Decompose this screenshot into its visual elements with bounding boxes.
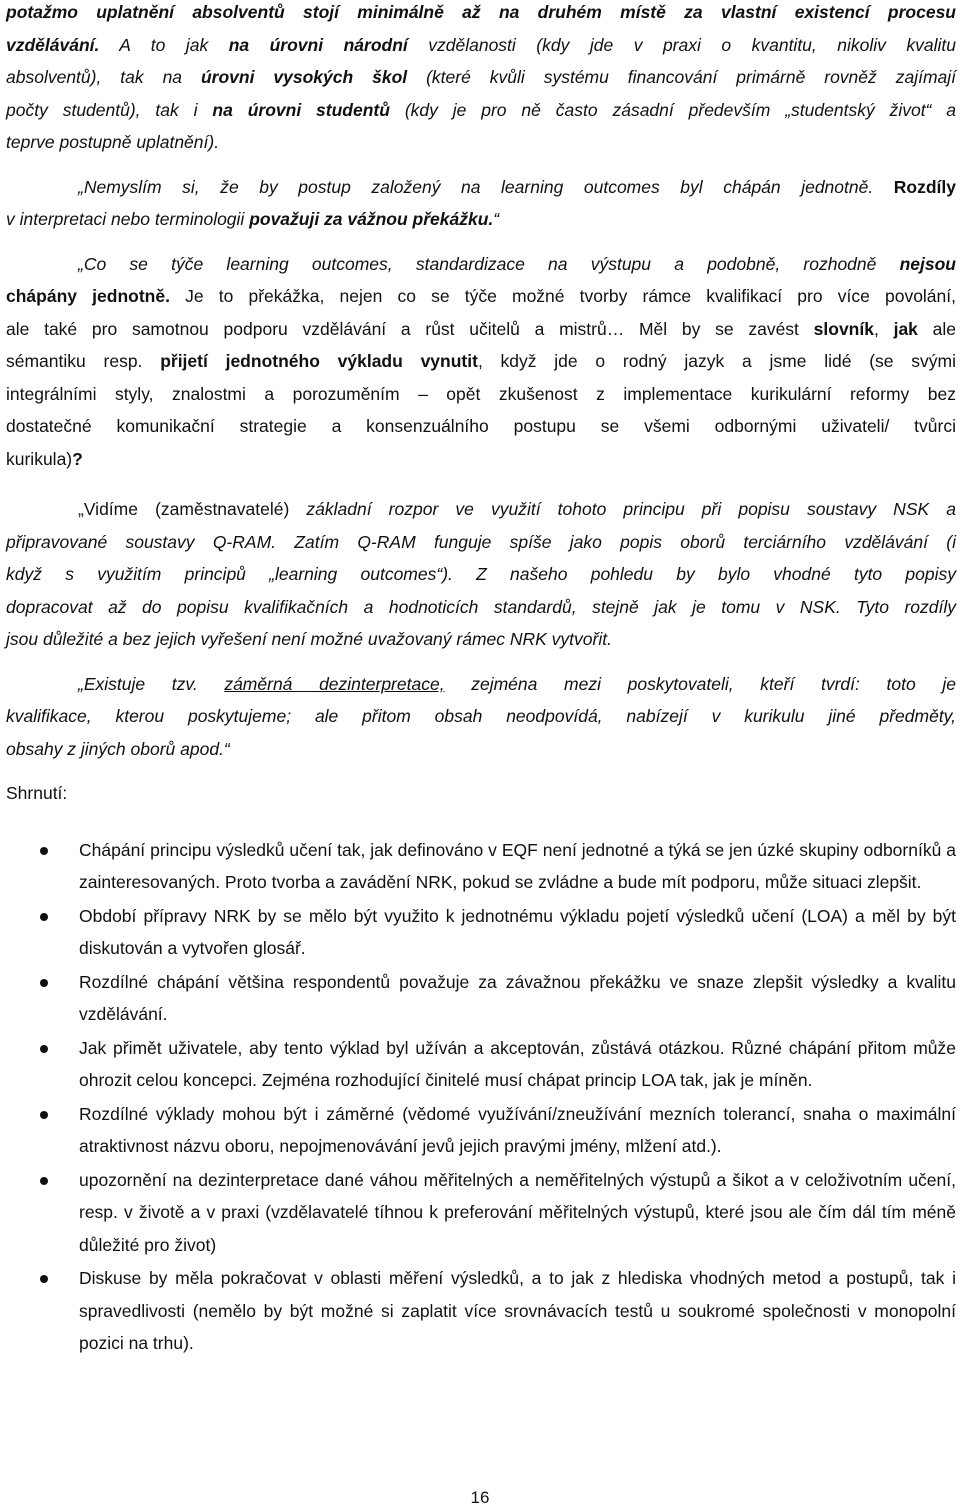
quote-line: kurikula)? — [6, 448, 83, 469]
intro-line: počty studentů), tak i na úrovni studentů (kdy je pro ně často zásadní především „studentský život“ a — [6, 99, 956, 120]
intro-line: absolventů), tak na úrovni vysokých škol (které kvůli systému financování primárně rovněž zajímají — [6, 67, 957, 87]
bullet-dot — [40, 1275, 48, 1283]
bullet-dot — [40, 1111, 48, 1119]
intro-line: potažmo uplatnění absolventů stojí minimálně až na druhém místě za vlastní existencí procesu — [6, 2, 956, 22]
bullet-dot — [40, 979, 48, 987]
quote-line: integrálními styly, znalostmi a porozuměním – opět zkušenost z implementace kurikulární reformy bez — [6, 383, 956, 404]
intro-line: vzdělávání. A to jak na úrovni národní vzdělanosti (kdy jde v praxi o kvantitu, nikoliv kvalitu — [6, 34, 956, 55]
quote-line: kvalifikace, kterou poskytujeme; ale přitom obsah neodpovídá, nabízejí v kurikulu jiné předměty, — [6, 706, 956, 726]
quote-line: dostatečné komunikační strategie a konsenzuálního postupu se všemi odbornými uživateli/ tvůrci — [6, 416, 956, 436]
quote-line: sémantiku resp. přijetí jednotného výkladu vynutit, když jde o rodný jazyk a jsme lidé (se svými — [6, 351, 957, 371]
quote-line: „Co se týče learning outcomes, standardizace na výstupu a podobně, rozhodně nejsou — [78, 253, 956, 274]
summary-heading: Shrnutí: — [6, 783, 68, 803]
list-item: Rozdílné výklady mohou být i záměrné (vědomé využívání/zneužívání mezních tolerancí, snaha o maximální atraktivnost názvu oboru, nepojmenovávání jevů jejich pravými jmény, mlžení atd.). — [6, 1098, 956, 1163]
quote-line: chápány jednotně. Je to překážka, nejen co se týče možné tvorby rámce kvalifikací pro více povolání, — [6, 286, 956, 306]
bullet-dot — [40, 1177, 48, 1185]
quote-line: ale také pro samotnou podporu vzdělávání a růst učitelů a mistrů… Měl by se zavést slovník, jak ale — [6, 318, 956, 339]
intro-line: teprve postupně uplatnění). — [6, 132, 220, 152]
page-number: 16 — [470, 1488, 490, 1507]
quote-paragraph-1 — [6, 171, 956, 236]
quote-line: připravované soustavy Q-RAM. Zatím Q-RAM funguje spíše jako popis oborů terciárního vzdělávání (i — [6, 531, 956, 552]
quote-line: obsahy z jiných oborů apod.“ — [6, 738, 230, 759]
quote-line: dopracovat až do popisu kvalifikačních a hodnoticích standardů, stejně jak je tomu v NSK. Tyto rozdíly — [6, 596, 956, 617]
list-item: Rozdílné chápání většina respondentů považuje za závažnou překážku ve snaze zlepšit výsledky a kvalitu vzdělávání. — [6, 966, 956, 1031]
quote-line: jsou důležité a bez jejich vyřešení není možné uvažovaný rámec NRK vytvořit. — [6, 629, 612, 649]
quote-line: když s využitím principů „learning outcomes“). Z našeho pohledu by bylo vhodné tyto popisy — [6, 564, 956, 584]
quote-line: v interpretaci nebo terminologii považuji za vážnou překážku.“ — [6, 209, 500, 229]
list-item: Chápání principu výsledků učení tak, jak definováno v EQF není jednotné a týká se jen úzké skupiny odborníků a zainteresovaných. Proto tvorba a zavádění NRK, pokud se zvládne a bude mít podporu, může situaci zlepšit. — [6, 834, 956, 899]
document-page — [6, 0, 956, 1361]
quote-line: „Vidíme (zaměstnavatelé) základní rozpor ve využití tohoto principu při popisu soustavy NSK a — [78, 499, 956, 519]
list-item: Období přípravy NRK by se mělo být využito k jednotnému výkladu pojetí výsledků učení (LOA) a měl by být diskutován a vytvořen glosář. — [6, 900, 956, 965]
list-item: Diskuse by měla pokračovat v oblasti měření výsledků, a to jak z hlediska vhodných metod a postupů, tak i spravedlivosti (nemělo by být možné si zaplatit více srovnávacích testů u soukromé společnosti v monopolní pozici na trhu). — [6, 1262, 956, 1360]
intro-paragraph — [6, 0, 956, 159]
quote-paragraph-3 — [6, 493, 956, 656]
list-item: Jak přimět uživatele, aby tento výklad byl užíván a akceptován, zůstává otázkou. Různé chápání přitom může ohrozit celou koncepci. Zejména rozhodující činitelé musí chápat princip LOA tak, jak je míněn. — [6, 1032, 956, 1097]
quote-line: „Existuje tzv. záměrná dezinterpretace, zejména mezi poskytovateli, kteří tvrdí: toto je — [78, 673, 956, 694]
quote-line: „Nemyslím si, že by postup založený na learning outcomes byl chápán jednotně. Rozdíly — [78, 176, 956, 197]
list-item: upozornění na dezinterpretace dané váhou měřitelných a neměřitelných výstupů a šikot a v celoživotním učení, resp. v životě a v praxi (vzdělavatelé tíhnou k preferování měřitelných výstupů, které jsou ale čím dál tím méně důležité pro život) — [6, 1164, 956, 1262]
quote-paragraph-2 — [6, 248, 956, 476]
bullet-dot — [40, 913, 48, 921]
summary-list — [6, 834, 956, 1360]
quote-paragraph-4 — [6, 668, 956, 766]
bullet-dot — [40, 1045, 48, 1053]
bullet-dot — [40, 847, 48, 855]
